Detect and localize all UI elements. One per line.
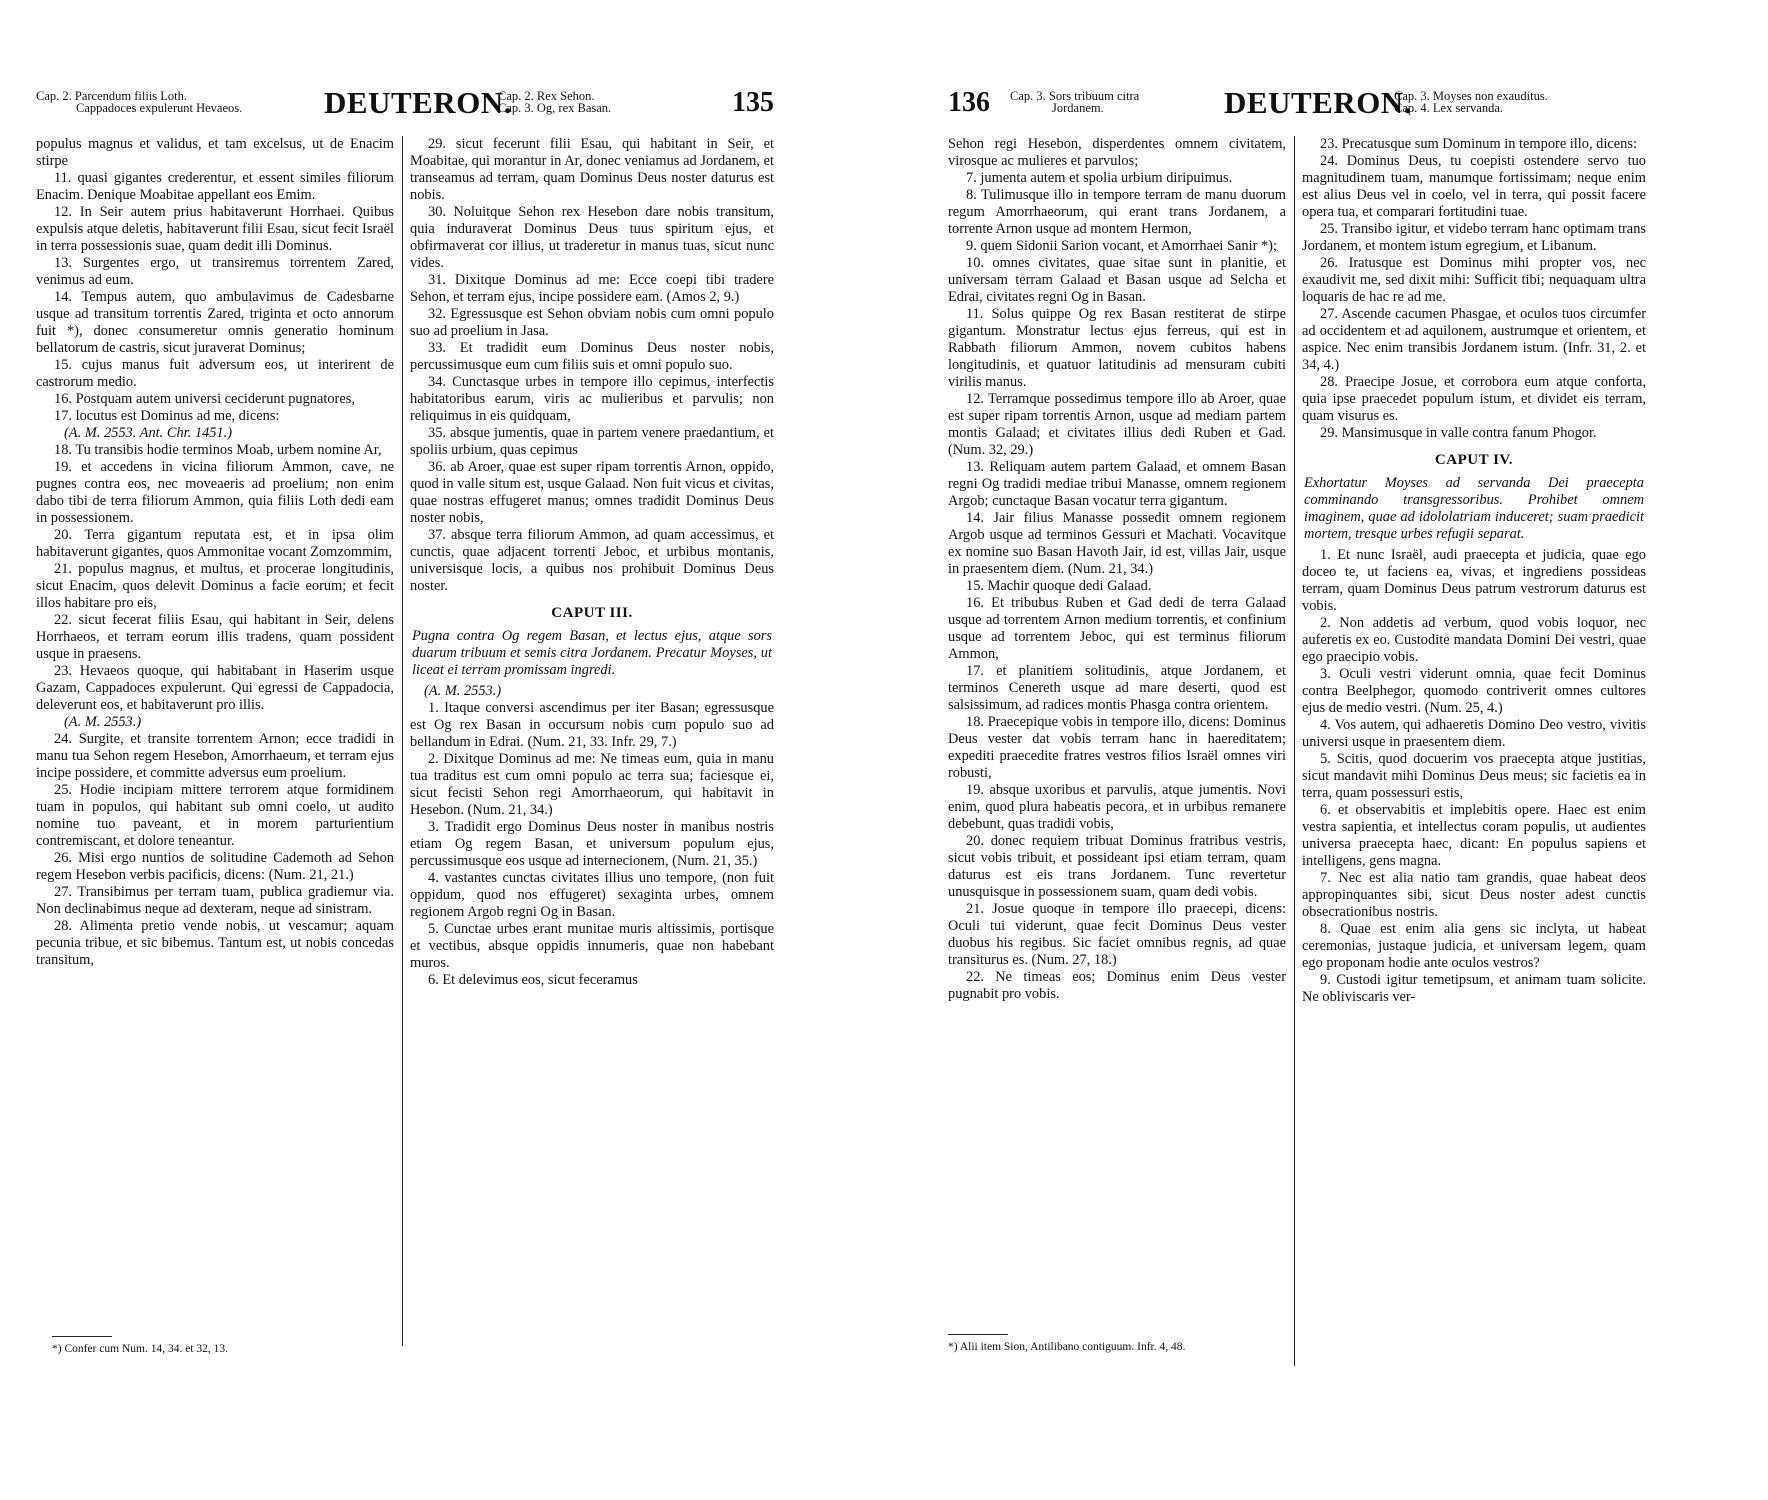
- header-note-right-1: Cap. 2. Rex Sehon.: [498, 89, 595, 103]
- verse: 12. Terramque possedimus tempore illo ab Aroer, quae est super ripam torrentis Arnon, usque ad mediam partem montis Galaad; et civitates illius dedi Ruben et Gad. (Num. 32, 29.): [948, 391, 1286, 458]
- verse: 16. Et tribubus Ruben et Gad dedi de terra Galaad usque ad torrentem Arnon medium torrentis, et confinium usque ad torrentem Jeboc, qui est terminus filiorum Ammon,: [948, 595, 1286, 662]
- verse: 14. Tempus autem, quo ambulavimus de Cadesbarne usque ad transitum torrentis Zared, triginta et octo annorum fuit *), donec consumeretur omnis generatio hominum bellatorum de castris, sicut juraverat Dominus;: [36, 289, 394, 356]
- header-note-right-2: Cap. 3. Og, rex Basan.: [498, 101, 612, 115]
- verse: 31. Dixitque Dominus ad me: Ecce coepi tibi tradere Sehon, et terram ejus, incipe possidere eam. (Amos 2, 9.): [410, 272, 774, 305]
- page-number: 135: [732, 87, 774, 118]
- verse: 3. Tradidit ergo Dominus Deus noster in manibus nostris etiam Og regem Basan, et universum populum ejus, percussimusque eos usque ad internecionem, (Num. 21, 35.): [410, 819, 774, 869]
- header-note-right-2: Cap. 4. Lex servanda.: [1394, 101, 1503, 115]
- verse: 17. et planitiem solitudinis, atque Jordanem, et terminos Cenereth usque ad mare deserti, quod est salsissimum, ad radices montis Phasga contra orientem.: [948, 663, 1286, 713]
- verse: 5. Cunctae urbes erant munitae muris altissimis, portisque et vectibus, absque oppidis innumeris, quae non habebant muros.: [410, 921, 774, 971]
- header-note-right-1: Cap. 3. Moyses non exauditus.: [1394, 89, 1548, 103]
- verse: 21. populus magnus, et multus, et procerae longitudinis, sicut Enacim, quos delevit Dominus a facie eorum; et fecit illos habitare pro eis,: [36, 561, 394, 611]
- verse: 20. donec requiem tribuat Dominus fratribus vestris, sicut vobis tribuit, et possideant ipsi etiam terram, quam daturus est eis trans Jordanem. Tunc revertetur unusquisque in possessionem suam, quam dedi vobis.: [948, 833, 1286, 900]
- verse: 24. Surgite, et transite torrentem Arnon; ecce tradidi in manu tua Sehon regem Hesebon, Amorrhaeum, et terram ejus incipe possidere, et committe adversus eum proelium.: [36, 731, 394, 781]
- verse: 26. Misi ergo nuntios de solitudine Cademoth ad Sehon regem Hesebon verbis pacificis, dicens: (Num. 21, 21.): [36, 850, 394, 883]
- verse: 18. Praecepique vobis in tempore illo, dicens: Dominus Deus vester dat vobis terram hanc in haereditatem; expediti praecedite fratres vestros filios Israël omnes viri robusti,: [948, 714, 1286, 781]
- verse: 27. Transibimus per terram tuam, publica gradiemur via. Non declinabimus neque ad dexteram, neque ad sinistram.: [36, 884, 394, 917]
- verse: 18. Tu transibis hodie terminos Moab, urbem nomine Ar,: [54, 442, 382, 458]
- chronology-note: (A. M. 2553.): [64, 714, 142, 730]
- verse: 23. Hevaeos quoque, qui habitabant in Haserim usque Gazam, Cappadoces expulerunt. Qui egressi de Cappadocia, deleverunt eos, et habitaverunt pro illis.: [36, 663, 394, 713]
- verse: populus magnus et validus, et tam excelsus, ut de Enacim stirpe: [36, 136, 394, 169]
- verse: 9. Custodi igitur temetipsum, et animam tuam solicite. Ne obliviscaris ver-: [1302, 972, 1646, 1005]
- verse: 28. Praecipe Josue, et corrobora eum atque conforta, quia ipse praecedet populum istum, et dividet eis terram, quam visurus es.: [1302, 374, 1646, 424]
- header-note-left-2: Jordanem.: [1052, 101, 1104, 115]
- verse: 13. Surgentes ergo, ut transiremus torrentem Zared, venimus ad eum.: [36, 255, 394, 288]
- chapter-heading: CAPUT III.: [551, 605, 633, 621]
- right-page: [884, 0, 1768, 1500]
- left-page-column-2: [410, 136, 774, 1356]
- verse: 32. Egressusque est Sehon obviam nobis cum omni populo suo ad proelium in Jasa.: [410, 306, 774, 339]
- running-title: DEUTERON.: [1224, 85, 1412, 120]
- verse: 25. Transibo igitur, et videbo terram hanc optimam trans Jordanem, et montem istum egregium, et Libanum.: [1302, 221, 1646, 254]
- verse: 34. Cunctasque urbes in tempore illo cepimus, interfectis habitatoribus earum, viris ac mulieribus et parvulis; non reliquimus in eis quidquam,: [410, 374, 774, 424]
- verse: 17. locutus est Dominus ad me, dicens:: [54, 408, 280, 424]
- right-page-column-2: [1302, 136, 1646, 1366]
- header-note-left-1: Cap. 3. Sors tribuum citra: [1010, 89, 1140, 103]
- verse: 7. jumenta autem et spolia urbium diripuimus.: [966, 170, 1233, 186]
- footnote: *) Confer cum Num. 14, 34. et 32, 13.: [52, 1343, 228, 1355]
- running-title: DEUTERON.: [324, 85, 512, 120]
- verse: 37. absque terra filiorum Ammon, ad quam accessimus, et cunctis, quae adjacent torrenti Jeboc, et urbibus montanis, universisque locis, a quibus nos prohibuit Dominus Deus noster.: [410, 527, 774, 594]
- verse: 25. Hodie incipiam mittere terrorem atque formidinem tuam in populos, qui habitant sub omni coelo, ut audito nomine tuo paveant, et in morem parturientium contremiscant, et dolore teneantur.: [36, 782, 394, 849]
- chapter-heading: CAPUT IV.: [1434, 452, 1514, 468]
- verse: 9. quem Sidonii Sarion vocant, et Amorrhaei Sanir *);: [966, 238, 1277, 254]
- verse: 19. et accedens in vicina filiorum Ammon, cave, ne pugnes contra eos, nec moveaeris ad proelium; non enim dabo tibi de terra filiorum Ammon, quia filiis Loth dedi eam in possessionem.: [36, 459, 394, 526]
- verse: 12. In Seir autem prius habitaverunt Horrhaei. Quibus expulsis atque deletis, habitaverunt filii Esau, sicut fecit Israël in terra possessionis suae, quam dedit illi Dominus.: [36, 204, 394, 254]
- chronology-note: (A. M. 2553. Ant. Chr. 1451.): [64, 425, 233, 441]
- verse: 7. Nec est alia natio tam grandis, quae habeat deos appropinquantes sibi, sicut Deus noster adest cunctis obsecrationibus nostris.: [1302, 870, 1646, 920]
- verse: 11. quasi gigantes crederentur, et essent similes filiorum Enacim. Denique Moabitae appellant eos Emim.: [36, 170, 394, 203]
- verse: 28. Alimenta pretio vende nobis, ut vescamur; aquam pecunia tribue, et sic bibemus. Tantum est, ut nobis concedas transitum,: [36, 918, 394, 968]
- verse: 4. Vos autem, qui adhaeretis Domino Deo vestro, vivitis universi usque in praesentem diem.: [1302, 717, 1646, 750]
- verse: 30. Noluitque Sehon rex Hesebon dare nobis transitum, quia induraverat Dominus Deus tuus spiritum ejus, et obfirmaverat cor illius, ut traderetur in manus tuas, sicut nunc vides.: [410, 204, 774, 271]
- verse: 2. Non addetis ad verbum, quod vobis loquor, nec auferetis ex eo. Custodite mandata Domini Dei vestri, quae ego praecipio vobis.: [1302, 615, 1646, 665]
- header-note-left-2: Cappadoces expulerunt Hevaeos.: [76, 101, 243, 115]
- verse: 10. omnes civitates, quae sitae sunt in planitie, et universam terram Galaad et Basan usque ad Selcha et Edrai, civitates regni Og in Basan.: [948, 255, 1286, 305]
- left-page-column-1: [36, 136, 394, 1326]
- verse: 4. vastantes cunctas civitates illius uno tempore, (non fuit oppidum, quod nos effugeret) sexaginta urbes, omnem regionem Argob regni Og in Basan.: [410, 870, 774, 920]
- footnote: *) Alii item Sion, Antilibano contiguum. Infr. 4, 48.: [948, 1341, 1186, 1353]
- chapter-summary: Exhortatur Moyses ad servanda Dei praecepta comminando transgressoribus. Prohibet omnem imaginem, quae ad idololatriam induceret; suam praedicit mortem, tresque urbes refugii separat.: [1304, 475, 1644, 542]
- chapter-summary: Pugna contra Og regem Basan, et lectus ejus, atque sors duarum tribuum et semis citra Jordanem. Precatur Moyses, ut liceat ei terram promissam ingredi.: [412, 628, 772, 678]
- verse: 15. Machir quoque dedi Galaad.: [966, 578, 1152, 594]
- verse: 22. Ne timeas eos; Dominus enim Deus vester pugnabit pro vobis.: [948, 969, 1286, 1002]
- right-page-column-1: [948, 136, 1286, 1328]
- verse: 26. Iratusque est Dominus mihi propter vos, nec exaudivit me, sed dixit mihi: Sufficit tibi; nequaquam ultra loquaris de hac re ad me.: [1302, 255, 1646, 305]
- verse: 33. Et tradidit eum Dominus Deus noster nobis, percussimusque eum cum filiis suis et omni populo suo.: [410, 340, 774, 373]
- verse: 15. cujus manus fuit adversum eos, ut interirent de castrorum medio.: [36, 357, 394, 390]
- left-page-header: [36, 86, 836, 126]
- column-divider: [1294, 136, 1295, 1366]
- verse: 27. Ascende cacumen Phasgae, et oculos tuos circumfer ad occidentem et ad aquilonem, austrumque et orientem, et aspice. Nec enim transibis Jordanem istum. (Infr. 31, 2. et 34, 4.): [1302, 306, 1646, 373]
- verse: 5. Scitis, quod docuerim vos praecepta atque justitias, sicut mandavit mihi Dominus Deus meus; sic facietis ea in terra, quam possessuri estis,: [1302, 751, 1646, 801]
- verse: 21. Josue quoque in tempore illo praecepi, dicens: Oculi tui viderunt, quae fecit Dominus Deus vester duobus his regibus. Sic faciet omnibus regnis, ad quae transiturus es. (Num. 27, 18.): [948, 901, 1286, 968]
- verse: 8. Quae est enim alia gens sic inclyta, ut habeat ceremonias, justaque judicia, et universam legem, quam ego proponam hodie ante oculos vestros?: [1302, 921, 1646, 971]
- verse: 22. sicut fecerat filiis Esau, qui habitant in Seir, delens Horrhaeos, et terram eorum illis tradens, quam possident usque in praesens.: [36, 612, 394, 662]
- verse: 13. Reliquam autem partem Galaad, et omnem Basan regni Og tradidi mediae tribui Manasse, omnem regionem Argob; cunctaque Basan vocatur terra gigantum.: [948, 459, 1286, 509]
- verse: 36. ab Aroer, quae est super ripam torrentis Arnon, oppido, quod in valle situm est, usque Galaad. Non fuit vicus et civitas, quae nostras effugeret manus; omnes tradidit Dominus Deus noster nobis,: [410, 459, 774, 526]
- verse: 6. Et delevimus eos, sicut feceramus: [428, 972, 638, 988]
- verse: 16. Postquam autem universi ceciderunt pugnatores,: [54, 391, 355, 407]
- verse: 11. Solus quippe Og rex Basan restiterat de stirpe gigantum. Monstratur lectus ejus ferreus, qui est in Rabbath filiorum Ammon, novem cubitos habens longitudinis, et quatuor latitudinis ad mensuram cubiti virilis manus.: [948, 306, 1286, 390]
- verse: 20. Terra gigantum reputata est, et in ipsa olim habitaverunt gigantes, quos Ammonitae vocant Zomzommim,: [36, 527, 394, 560]
- verse: 8. Tulimusque illo in tempore terram de manu duorum regum Amorrhaeorum, qui erant trans Jordanem, a torrente Arnon usque ad montem Hermon,: [948, 187, 1286, 237]
- verse: 23. Precatusque sum Dominum in tempore illo, dicens:: [1320, 136, 1637, 152]
- verse: 24. Dominus Deus, tu coepisti ostendere servo tuo magnitudinem tuam, manumque fortissimam; neque enim est alius Deus vel in coelo, vel in terra, qui possit facere opera tua, et comparari fortitudini tuae.: [1302, 153, 1646, 220]
- verse: 1. Et nunc Israël, audi praecepta et judicia, quae ego doceo te, ut faciens ea, vivas, et ingrediens possideas terram, quam Dominus Deus patrum vestrorum daturus est vobis.: [1302, 547, 1646, 614]
- page-number: 136: [948, 87, 990, 118]
- verse: 35. absque jumentis, quae in partem venere praedantium, et spoliis urbium, quas cepimus: [410, 425, 774, 458]
- verse: 6. et observabitis et implebitis opere. Haec est enim vestra sapientia, et intellectus coram populis, ut audientes universa praecepta haec, dicant: En populus sapiens et intelligens, gens magna.: [1302, 802, 1646, 869]
- verse: 29. sicut fecerunt filii Esau, qui habitant in Seir, et Moabitae, qui morantur in Ar, donec veniamus ad Jordanem, et transeamus ad terram, quam Dominus Deus noster daturus est nobis.: [410, 136, 774, 203]
- right-page-header: [948, 86, 1738, 126]
- column-divider: [402, 136, 403, 1346]
- verse: 29. Mansimusque in valle contra fanum Phogor.: [1320, 425, 1597, 441]
- verse: 19. absque uxoribus et parvulis, atque jumentis. Novi enim, quod plura habeatis pecora, et in urbibus remanere debebunt, quas tradidi vobis,: [948, 782, 1286, 832]
- verse: Sehon regi Hesebon, disperdentes omnem civitatem, virosque ac mulieres et parvulos;: [948, 136, 1286, 169]
- verse: 2. Dixitque Dominus ad me: Ne timeas eum, quia in manu tua traditus est cum omni populo ac terra sua; faciesque ei, sicut fecisti Sehon regi Amorrhaeorum, qui habitavit in Hesebon. (Num. 21, 34.): [410, 751, 774, 818]
- footnote-rule: [948, 1334, 1008, 1335]
- verse: 1. Itaque conversi ascendimus per iter Basan; egressusque est Og rex Basan in occursum nobis cum populo suo ad bellandum in Edrai. (Num. 21, 33. Infr. 29, 7.): [410, 700, 774, 750]
- chronology-note: (A. M. 2553.): [424, 683, 502, 699]
- verse: 3. Oculi vestri viderunt omnia, quae fecit Dominus contra Beelphegor, quomodo contriverit omnes cultores ejus de medio vestri. (Num. 25, 4.): [1302, 666, 1646, 716]
- footnote-rule: [52, 1336, 112, 1337]
- verse: 14. Jair filius Manasse possedit omnem regionem Argob usque ad terminos Gessuri et Machati. Vocavitque ex nomine suo Basan Havoth Jair, id est, villas Jair, usque in praesentem diem. (Num. 21, 34.): [948, 510, 1286, 577]
- header-note-left-1: Cap. 2. Parcendum filiis Loth.: [36, 89, 188, 103]
